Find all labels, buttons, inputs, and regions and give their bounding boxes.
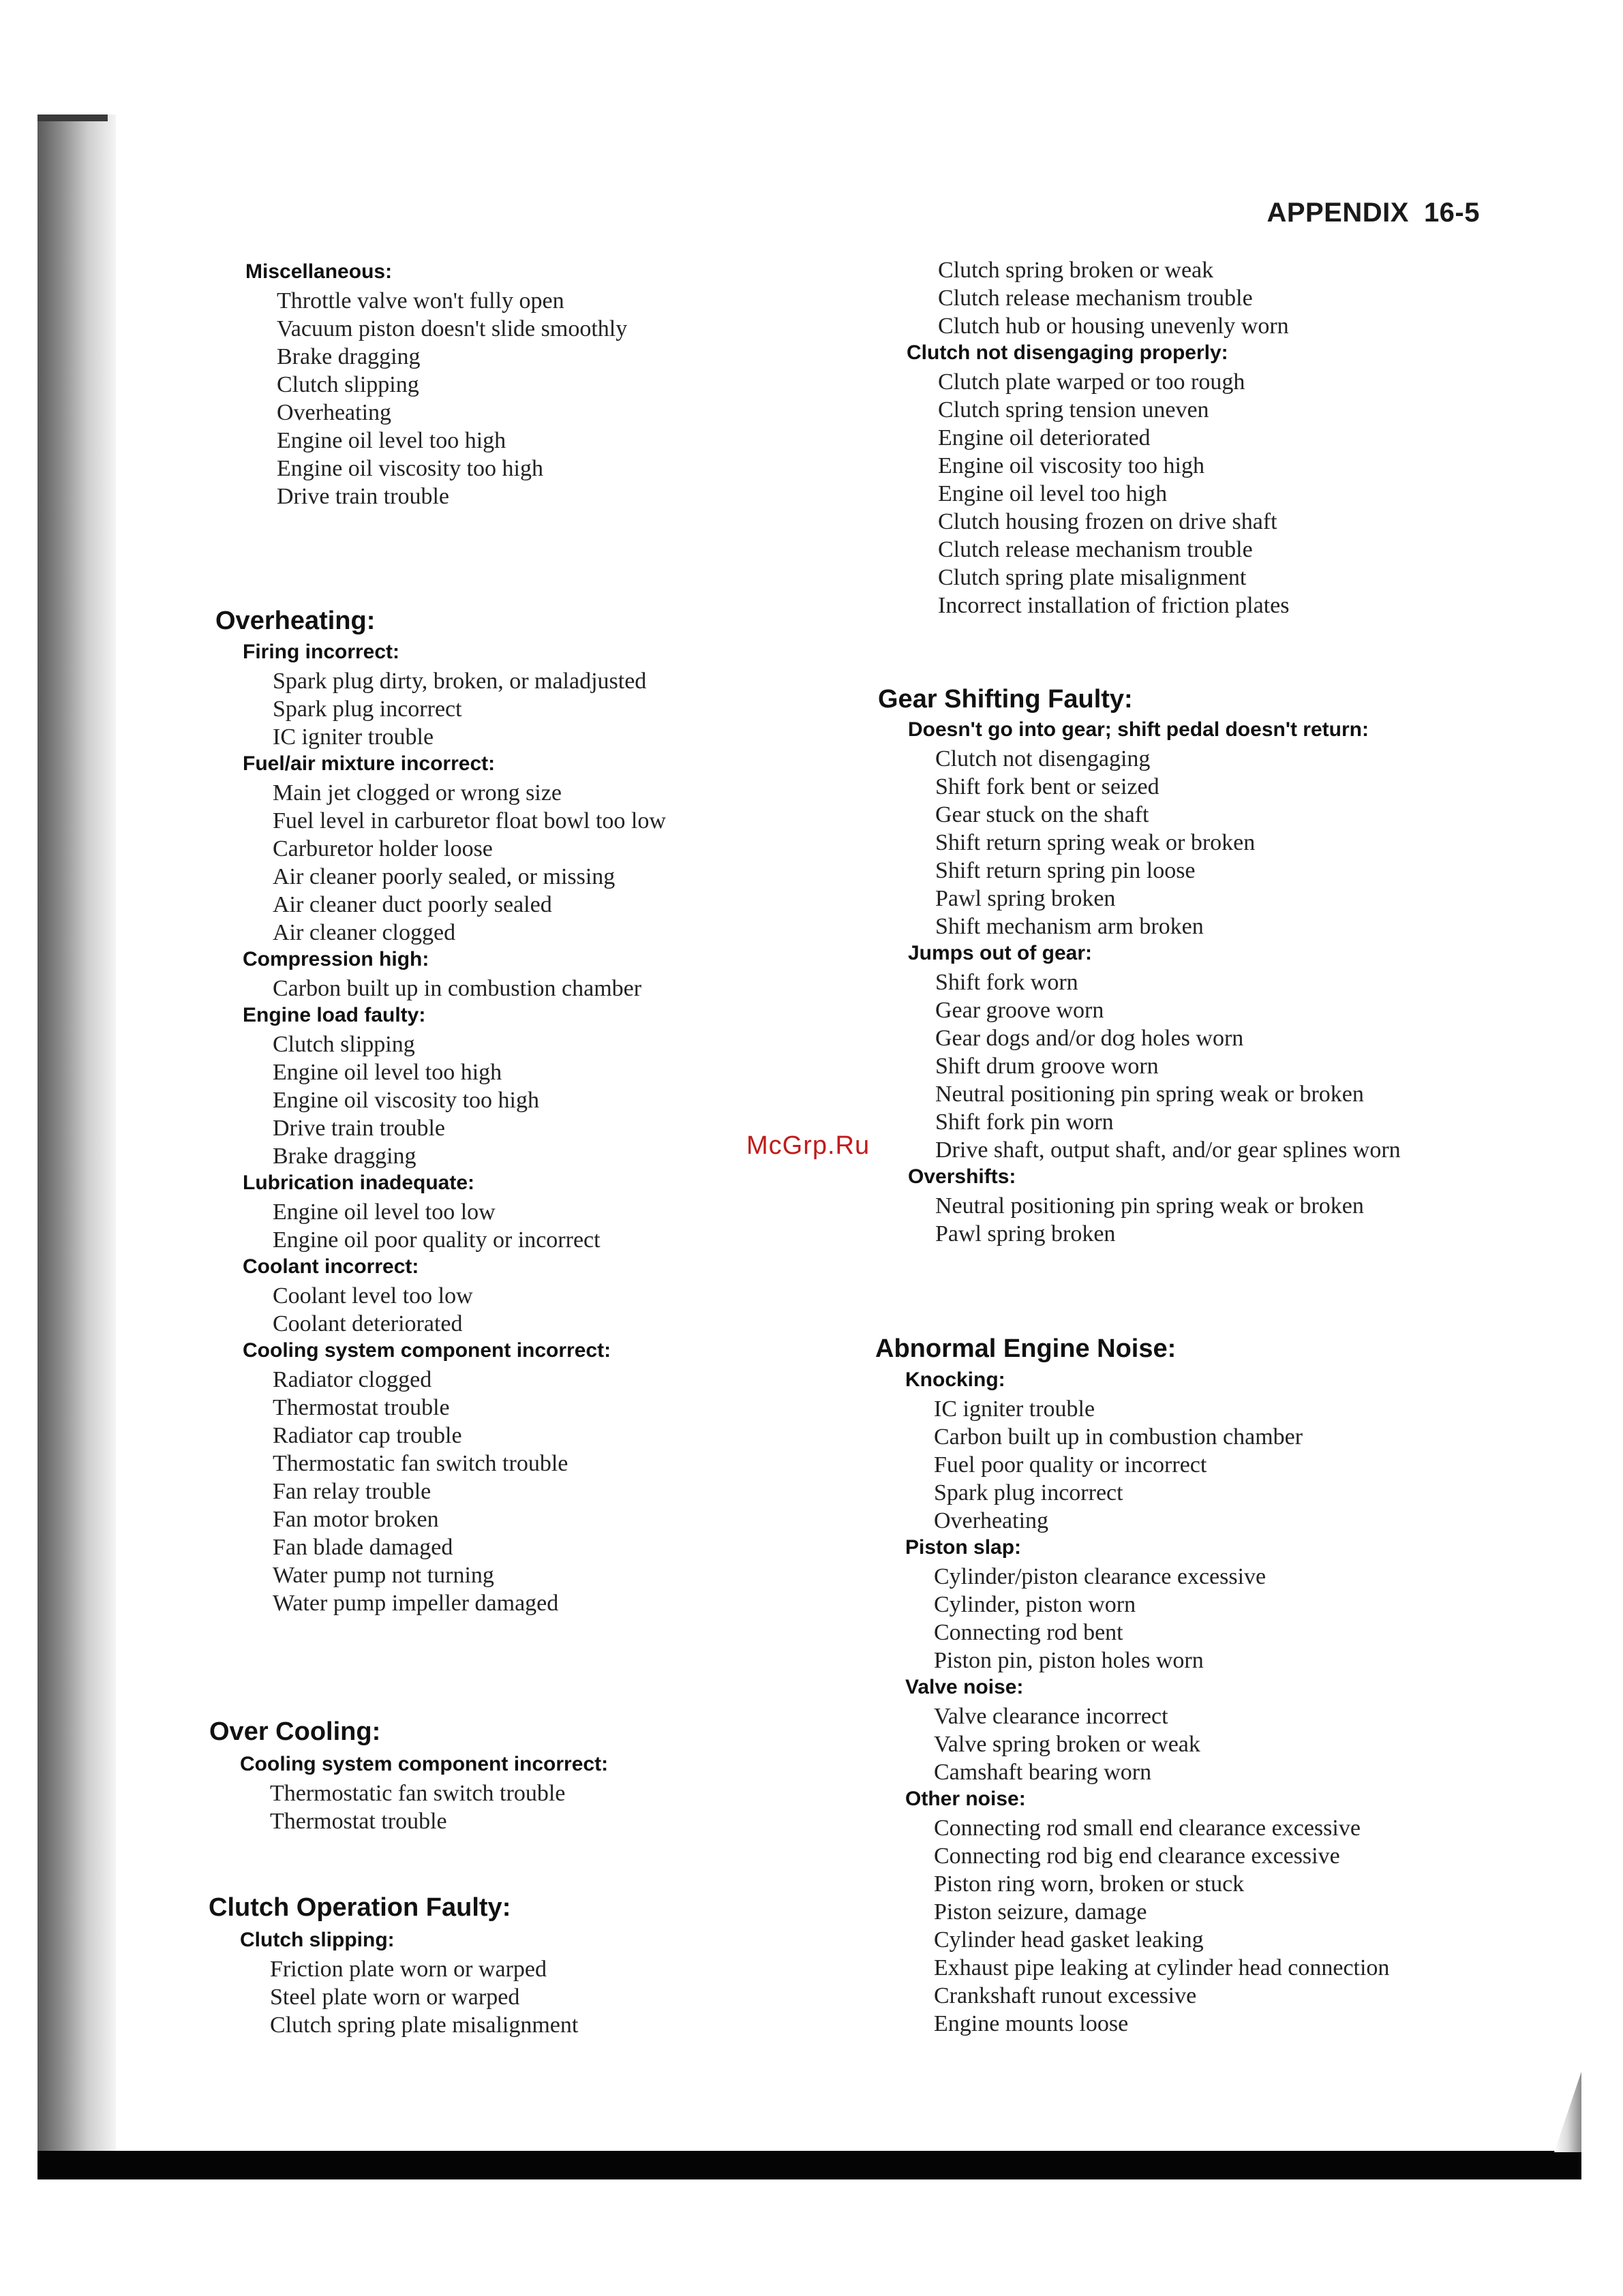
list-item: Engine oil level too low	[273, 1199, 496, 1225]
list-item: Radiator clogged	[273, 1367, 432, 1392]
list-item: Pawl spring broken	[935, 886, 1116, 911]
list-item: Crankshaft runout excessive	[934, 1983, 1197, 2008]
subsection-heading: Engine load faulty:	[243, 1004, 426, 1026]
subsection-heading: Clutch slipping:	[240, 1929, 395, 1951]
list-item: Brake dragging	[277, 344, 421, 369]
list-item: Piston seizure, damage	[934, 1899, 1147, 1925]
list-item: Camshaft bearing worn	[934, 1760, 1152, 1785]
list-item: Shift drum groove worn	[935, 1054, 1159, 1079]
list-item: Radiator cap trouble	[273, 1423, 462, 1448]
list-item: Clutch slipping	[277, 372, 419, 397]
list-item: Water pump impeller damaged	[273, 1591, 559, 1616]
subsection-heading: Doesn't go into gear; shift pedal doesn't return:	[908, 718, 1369, 741]
list-item: Fuel poor quality or incorrect	[934, 1452, 1207, 1478]
list-item: Gear dogs and/or dog holes worn	[935, 1026, 1244, 1051]
list-item: Carbon built up in combustion chamber	[934, 1424, 1303, 1450]
list-item: Connecting rod small end clearance excessive	[934, 1816, 1361, 1841]
list-item: Clutch plate warped or too rough	[938, 369, 1245, 395]
list-item: Shift mechanism arm broken	[935, 914, 1204, 939]
list-item: Clutch slipping	[273, 1032, 415, 1057]
list-item: Clutch housing frozen on drive shaft	[938, 509, 1277, 534]
list-item: Clutch spring plate misalignment	[938, 565, 1247, 590]
list-item: Overheating	[277, 400, 392, 425]
list-item: Cylinder/piston clearance excessive	[934, 1564, 1266, 1589]
list-item: Fan blade damaged	[273, 1535, 453, 1560]
list-item: Engine oil poor quality or incorrect	[273, 1227, 601, 1253]
subsection-heading: Fuel/air mixture incorrect:	[243, 752, 496, 775]
subsection-heading: Knocking:	[905, 1368, 1005, 1391]
list-item: Engine oil viscosity too high	[277, 456, 543, 481]
list-item: Air cleaner duct poorly sealed	[273, 892, 552, 917]
list-item: Clutch spring broken or weak	[938, 258, 1214, 283]
list-item: Neutral positioning pin spring weak or broken	[935, 1082, 1364, 1107]
list-item: Shift return spring pin loose	[935, 858, 1196, 883]
list-item: Drive train trouble	[277, 484, 450, 509]
section-heading: Clutch Operation Faulty:	[209, 1893, 511, 1922]
list-item: Thermostat trouble	[273, 1395, 450, 1420]
list-item: Shift fork pin worn	[935, 1109, 1114, 1135]
list-item: Piston ring worn, broken or stuck	[934, 1871, 1245, 1897]
subsection-heading: Lubrication inadequate:	[243, 1172, 475, 1194]
subsection-heading: Compression high:	[243, 948, 429, 970]
list-item: Engine oil viscosity too high	[938, 453, 1204, 478]
appendix-title: APPENDIX	[1266, 198, 1409, 228]
list-item: Exhaust pipe leaking at cylinder head connection	[934, 1955, 1390, 1980]
list-item: Spark plug incorrect	[934, 1480, 1123, 1505]
list-item: Piston pin, piston holes worn	[934, 1648, 1204, 1673]
page-header	[1266, 198, 1480, 228]
subsection-heading: Overshifts:	[908, 1165, 1016, 1188]
list-item: Clutch spring tension uneven	[938, 397, 1209, 423]
list-item: Spark plug incorrect	[273, 697, 462, 722]
list-item: Vacuum piston doesn't slide smoothly	[277, 316, 628, 341]
list-item: Fan relay trouble	[273, 1479, 431, 1504]
list-item: Fuel level in carburetor float bowl too low	[273, 808, 666, 833]
list-item: Coolant level too low	[273, 1283, 473, 1308]
list-item: Fan motor broken	[273, 1507, 439, 1532]
list-item: Neutral positioning pin spring weak or broken	[935, 1193, 1364, 1219]
list-item: Cylinder head gasket leaking	[934, 1927, 1204, 1953]
list-item: Engine oil level too high	[938, 481, 1168, 506]
list-item: Drive train trouble	[273, 1116, 446, 1141]
subsection-heading: Coolant incorrect:	[243, 1255, 419, 1278]
section-heading: Abnormal Engine Noise:	[875, 1334, 1177, 1363]
list-item: Pawl spring broken	[935, 1221, 1116, 1246]
list-item: Gear stuck on the shaft	[935, 802, 1149, 827]
subsection-heading: Miscellaneous:	[245, 260, 393, 283]
list-item: Engine oil viscosity too high	[273, 1088, 539, 1113]
list-item: Clutch release mechanism trouble	[938, 286, 1253, 311]
subsection-heading: Cooling system component incorrect:	[240, 1753, 609, 1775]
subsection-heading: Jumps out of gear:	[908, 942, 1093, 964]
list-item: Engine oil level too high	[273, 1060, 502, 1085]
list-item: Clutch not disengaging	[935, 746, 1151, 771]
list-item: Steel plate worn or warped	[270, 1985, 520, 2010]
list-item: Brake dragging	[273, 1144, 416, 1169]
list-item: Engine oil level too high	[277, 428, 506, 453]
list-item: Clutch release mechanism trouble	[938, 537, 1253, 562]
page-number: 16-5	[1423, 198, 1480, 228]
list-item: Spark plug dirty, broken, or maladjusted	[273, 669, 647, 694]
subsection-heading: Cooling system component incorrect:	[243, 1339, 611, 1362]
page-spine-shadow	[37, 114, 116, 2152]
list-item: Connecting rod big end clearance excessive	[934, 1843, 1340, 1869]
watermark: McGrp.Ru	[746, 1131, 870, 1160]
list-item: Clutch hub or housing unevenly worn	[938, 313, 1289, 339]
list-item: Water pump not turning	[273, 1563, 494, 1588]
list-item: Shift fork worn	[935, 970, 1078, 995]
list-item: Drive shaft, output shaft, and/or gear splines worn	[935, 1137, 1401, 1163]
list-item: Valve clearance incorrect	[934, 1704, 1168, 1729]
list-item: Valve spring broken or weak	[934, 1732, 1200, 1757]
section-heading: Gear Shifting Faulty:	[878, 685, 1133, 714]
list-item: Air cleaner clogged	[273, 920, 456, 945]
subsection-heading: Clutch not disengaging properly:	[907, 341, 1228, 364]
list-item: Shift return spring weak or broken	[935, 830, 1256, 855]
list-item: Thermostatic fan switch trouble	[270, 1781, 566, 1806]
list-item: Carburetor holder loose	[273, 836, 493, 861]
list-item: Cylinder, piston worn	[934, 1592, 1136, 1617]
scan-bottom-band	[37, 2151, 1581, 2179]
list-item: Coolant deteriorated	[273, 1311, 463, 1336]
subsection-heading: Other noise:	[905, 1788, 1026, 1810]
list-item: Engine mounts loose	[934, 2011, 1129, 2036]
list-item: Carbon built up in combustion chamber	[273, 976, 642, 1001]
list-item: Overheating	[934, 1508, 1049, 1533]
list-item: Engine oil deteriorated	[938, 425, 1151, 450]
list-item: Friction plate worn or warped	[270, 1957, 547, 1982]
list-item: IC igniter trouble	[273, 724, 434, 750]
list-item: Throttle valve won't fully open	[277, 288, 564, 313]
list-item: Connecting rod bent	[934, 1620, 1123, 1645]
page-corner-curl	[1554, 2072, 1581, 2152]
list-item: Thermostat trouble	[270, 1809, 447, 1834]
subsection-heading: Piston slap:	[905, 1536, 1022, 1559]
section-heading: Over Cooling:	[209, 1717, 381, 1746]
list-item: Shift fork bent or seized	[935, 774, 1159, 799]
subsection-heading: Firing incorrect:	[243, 641, 400, 663]
list-item: IC igniter trouble	[934, 1396, 1095, 1422]
section-heading: Overheating:	[215, 607, 376, 635]
list-item: Air cleaner poorly sealed, or missing	[273, 864, 616, 889]
subsection-heading: Valve noise:	[905, 1676, 1024, 1698]
list-item: Incorrect installation of friction plates	[938, 593, 1290, 618]
list-item: Clutch spring plate misalignment	[270, 2012, 579, 2038]
page-spine-edge	[37, 114, 108, 121]
list-item: Gear groove worn	[935, 998, 1104, 1023]
list-item: Main jet clogged or wrong size	[273, 780, 562, 806]
list-item: Thermostatic fan switch trouble	[273, 1451, 568, 1476]
